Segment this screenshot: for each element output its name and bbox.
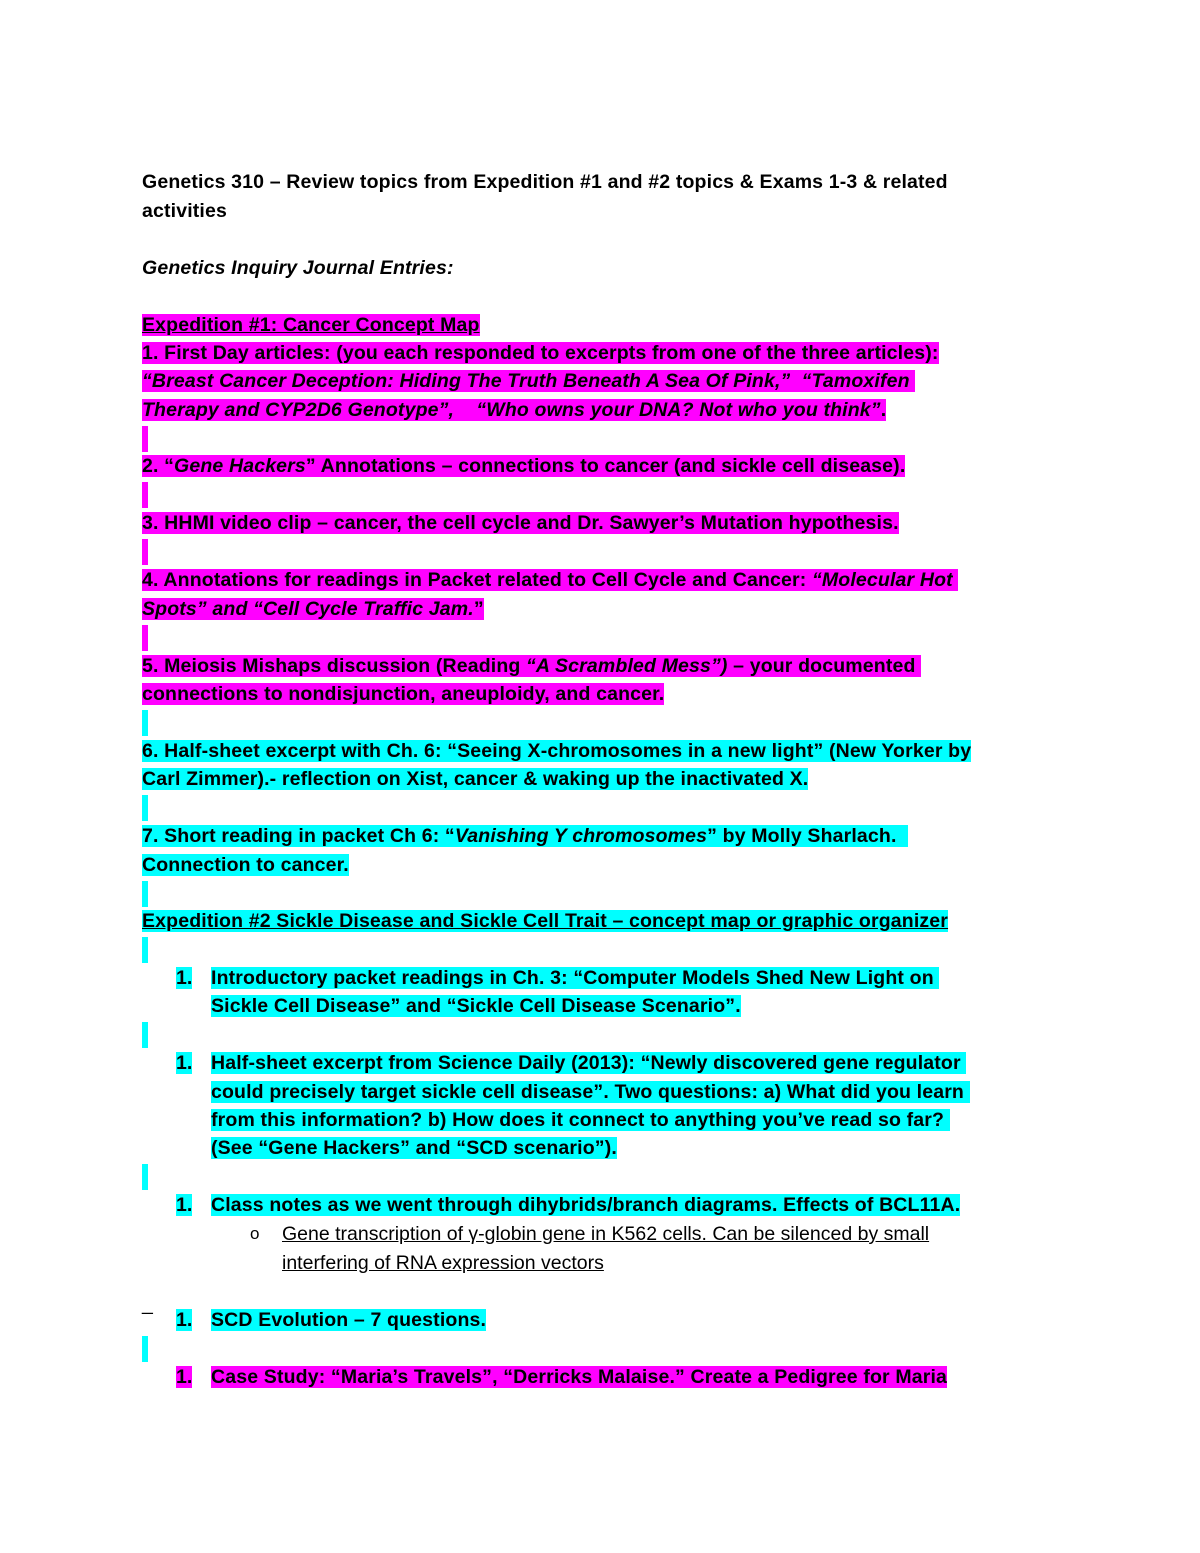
highlight-marker	[142, 1164, 148, 1190]
exp2-item5-line1	[211, 1363, 947, 1391]
exp1-item7-title: Vanishing Y chromosomes	[454, 825, 708, 847]
expedition2-heading-text: Expedition #2 Sickle Disease and Sickle Cell Trait – concept map or graphic organizer	[142, 910, 949, 932]
exp1-item2-title: Gene Hackers	[174, 455, 306, 477]
exp1-item5-title: “A Scrambled Mess”)	[526, 655, 728, 677]
exp2-item2-line2	[211, 1078, 970, 1106]
exp2-item2-text: Half-sheet excerpt from Science Daily (2013): “Newly discovered gene regulator	[211, 1052, 961, 1074]
highlight-marker	[142, 795, 148, 821]
list-number	[176, 1306, 192, 1334]
exp1-item5-suffix: – your documented	[727, 655, 916, 677]
exp1-item1-line3	[142, 396, 886, 424]
exp1-item7-text2: Connection to cancer.	[142, 854, 349, 876]
exp2-item3-sub-line1: Gene transcription of γ-globin gene in K562 cells. Can be silenced by small	[282, 1223, 930, 1245]
highlight-marker	[142, 1022, 148, 1048]
exp1-item5-text2: connections to nondisjunction, aneuploidy, and cancer.	[142, 683, 665, 705]
highlight-marker	[142, 426, 148, 452]
exp1-item6-text2: Carl Zimmer).- reflection on Xist, cancer & waking up the inactivated X.	[142, 768, 809, 790]
exp2-item1-line2	[211, 992, 741, 1020]
exp1-item1-line2	[142, 367, 915, 395]
list-number-text: 1.	[176, 1366, 193, 1388]
exp2-item5-text: Case Study: “Maria’s Travels”, “Derricks Malaise.” Create a Pedigree for Maria	[211, 1366, 948, 1388]
journal-heading: Genetics Inquiry Journal Entries:	[142, 257, 454, 279]
exp1-item3-text: 3. HHMI video clip – cancer, the cell cycle and Dr. Sawyer’s Mutation hypothesis.	[142, 512, 899, 534]
highlight-marker	[142, 625, 148, 651]
expedition1-heading-text: Expedition #1: Cancer Concept Map	[142, 314, 480, 336]
exp2-item2-line1	[211, 1049, 966, 1077]
exp2-item3-text: Class notes as we went through dihybrids/branch diagrams. Effects of BCL11A.	[211, 1194, 961, 1216]
exp1-item6-text: 6. Half-sheet excerpt with Ch. 6: “Seeing X-chromosomes in a new light” (New Yorker by	[142, 740, 972, 762]
exp1-item7-text: 7. Short reading in packet Ch 6: “	[142, 825, 455, 847]
exp2-item2-text2: could precisely target sickle cell disease”. Two questions: a) What did you learn	[211, 1081, 964, 1103]
exp1-article-title-2b: Therapy and CYP2D6 Genotype”,	[142, 399, 455, 421]
exp2-item4-line1	[211, 1306, 486, 1334]
exp2-item2-text4: (See “Gene Hackers” and “SCD scenario”).	[211, 1137, 617, 1159]
exp1-item2	[142, 452, 905, 480]
exp1-item5-line2	[142, 680, 664, 708]
expedition1-heading	[142, 311, 480, 339]
exp1-item1-period: .	[880, 399, 887, 421]
sub-bullet-circle: o	[250, 1224, 260, 1243]
exp1-item4-text: 4. Annotations for readings in Packet related to Cell Cycle and Cancer:	[142, 569, 812, 591]
exp2-item2-text3: from this information? b) How does it connect to anything you’ve read so far?	[211, 1109, 945, 1131]
exp1-item5-text: 5. Meiosis Mishaps discussion (Reading	[142, 655, 527, 677]
exp1-item4-line2	[142, 595, 484, 623]
exp1-item1-text: 1. First Day articles: (you each responded to excerpts from one of the three articles):	[142, 342, 939, 364]
highlight-marker	[142, 881, 148, 907]
list-number-text: 1.	[176, 1052, 193, 1074]
exp1-item4-title-b: Spots” and “Cell Cycle Traffic Jam.	[142, 598, 474, 620]
document-title-line1: Genetics 310 – Review topics from Expedition #1 and #2 topics & Exams 1-3 & related	[142, 171, 948, 193]
exp1-item4-title-a: “Molecular Hot	[812, 569, 953, 591]
exp2-item2-line4	[211, 1134, 617, 1162]
list-number-text: 1.	[176, 967, 193, 989]
list-number-text: 1.	[176, 1309, 193, 1331]
exp1-item4-quote: ”	[473, 598, 484, 620]
highlight-marker	[142, 937, 148, 963]
exp1-item2-suffix: ” Annotations – connections to cancer (and sickle cell disease).	[305, 455, 906, 477]
stray-dash: _	[142, 1293, 153, 1315]
exp2-item1-line1	[211, 964, 939, 992]
exp1-article-title-3: “Who owns your DNA? Not who you think”	[476, 399, 881, 421]
exp1-item3	[142, 509, 899, 537]
list-number-text: 1.	[176, 1194, 193, 1216]
expedition2-heading	[142, 907, 948, 935]
exp1-item1-line1	[142, 339, 939, 367]
exp1-item7-suffix: ” by Molly Sharlach.	[707, 825, 897, 847]
list-number	[176, 1049, 192, 1077]
exp1-item4-line1	[142, 566, 958, 594]
exp1-item7-line1	[142, 822, 908, 850]
highlight-marker	[142, 482, 148, 508]
exp1-item6-line1	[142, 737, 971, 765]
exp1-article-title-2a: “Tamoxifen	[801, 370, 910, 392]
exp1-item5-line1	[142, 652, 921, 680]
exp1-article-title-1: “Breast Cancer Deception: Hiding The Truth Beneath A Sea Of Pink,”	[142, 370, 791, 392]
exp2-item1-text: Introductory packet readings in Ch. 3: “Computer Models Shed New Light on	[211, 967, 934, 989]
exp1-item2-prefix: 2. “	[142, 455, 175, 477]
list-number	[176, 1363, 192, 1391]
highlight-marker	[142, 539, 148, 565]
exp1-item7-line2	[142, 851, 349, 879]
highlight-marker	[142, 1336, 148, 1362]
highlight-marker	[142, 710, 148, 736]
exp2-item4-text: SCD Evolution – 7 questions.	[211, 1309, 487, 1331]
list-number	[176, 1191, 192, 1219]
exp1-item6-line2	[142, 765, 808, 793]
list-number	[176, 964, 192, 992]
exp2-item2-line3	[211, 1106, 950, 1134]
exp2-item3-line1	[211, 1191, 960, 1219]
document-title-line2: activities	[142, 200, 227, 222]
exp2-item1-text2: Sickle Cell Disease” and “Sickle Cell Disease Scenario”.	[211, 995, 741, 1017]
exp2-item3-sub-line2: interfering of RNA expression vectors	[282, 1252, 604, 1274]
